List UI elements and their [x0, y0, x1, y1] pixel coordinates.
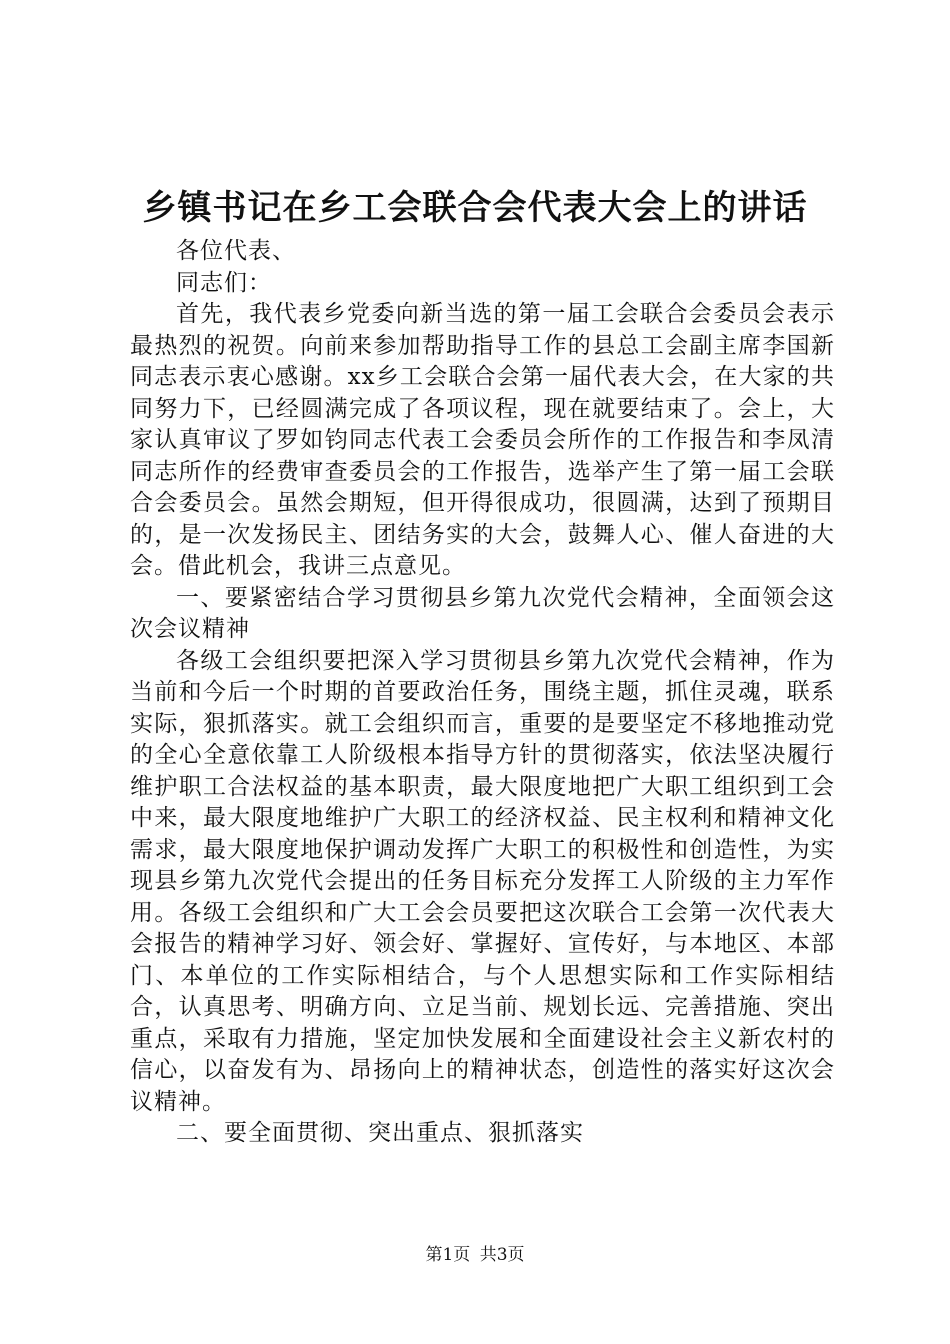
paragraph-section-1: 各级工会组织要把深入学习贯彻县乡第九次党代会精神，作为当前和今后一个时期的首要政治任务，围绕主题，抓住灵魂，联系实际，狠抓落实。就工会组织而言，重要的是要坚定不移地推动党的全心全意依靠工人阶级根本指导方针的贯彻落实，依法坚决履行维护职工合法权益的基本职责，最大限度地把广大职工组织到工会中来，最大限度地维护广大职工的经济权益、民主权利和精神文化需求，最大限度地保护调动发挥广大职工的积极性和创造性，为实现县乡第九次党代会提出的任务目标充分发挥工人阶级的主力军作用。各级工会组织和广大工会会员要把这次联合工会第一次代表大会报告的精神学习好、领会好、掌握好、宣传好，与本地区、本部门、本单位的工作实际相结合，与个人思想实际和工作实际相结合，认真思考、明确方向、立足当前、规划长远、完善措施、突出重点，采取有力措施，坚定加快发展和全面建设社会主义新农村的信心，以奋发有为、昂扬向上的精神状态，创造性的落实好这次会议精神。	[130, 647, 835, 1115]
section-heading-2: 二、要全面贯彻、突出重点、狠抓落实	[176, 1120, 584, 1146]
paragraph-opening: 首先，我代表乡党委向新当选的第一届工会联合会委员会表示最热烈的祝贺。向前来参加帮助指导工作的县总工会副主席李国新同志表示衷心感谢。xx乡工会联合会第一届代表大会，在大家的共同努力下，已经圆满完成了各项议程，现在就要结束了。会上，大家认真审议了罗如钧同志代表工会委员会所作的工作报告和李凤清同志所作的经费审查委员会的工作报告，选举产生了第一届工会联合会委员会。虽然会期短，但开得很成功，很圆满，达到了预期目的，是一次发扬民主、团结务实的大会，鼓舞人心、催人奋进的大会。借此机会，我讲三点意见。	[130, 301, 835, 579]
section-heading-1: 一、要紧密结合学习贯彻县乡第九次党代会精神，全面领会这次会议精神	[130, 584, 835, 642]
document-title: 乡镇书记在乡工会联合会代表大会上的讲话	[142, 188, 808, 228]
salutation-line-2: 同志们：	[176, 269, 272, 296]
salutation-line-1: 各位代表、	[176, 238, 296, 264]
page-number: 第1页	[425, 1245, 471, 1265]
page-footer	[0, 1243, 950, 1267]
page-total: 共3页	[479, 1245, 525, 1265]
document-body	[130, 236, 835, 1150]
